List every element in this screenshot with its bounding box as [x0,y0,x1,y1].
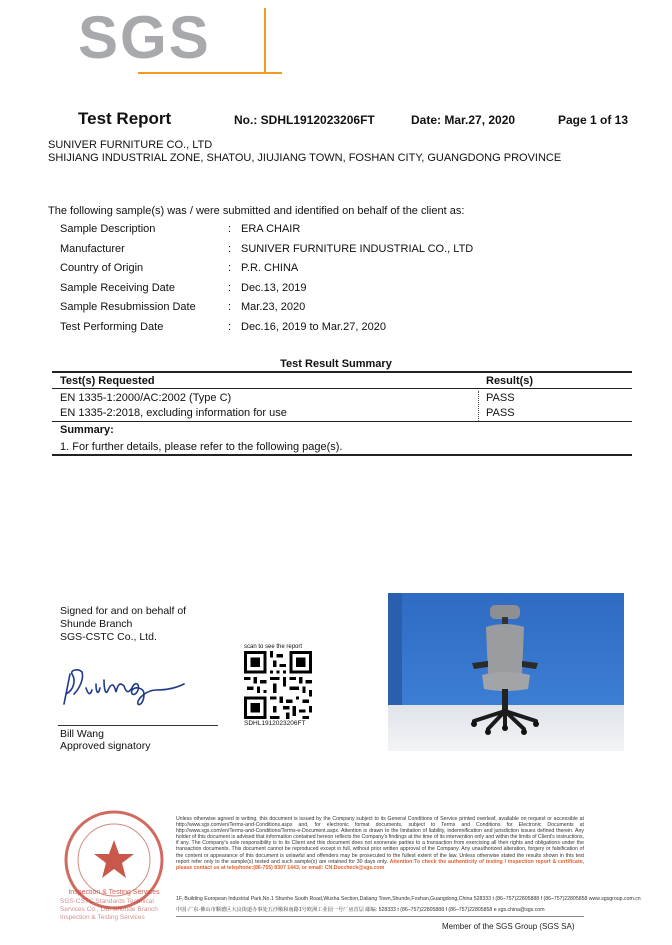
summary-label: Summary: [60,424,114,436]
info-label: Sample Resubmission Date [60,301,196,313]
disclaimer-text [176,816,584,871]
sgs-logo-text: SGS [78,4,211,71]
info-colon: : [228,262,232,274]
svg-text:Inspection & Testing Services: Inspection & Testing Services [68,889,160,896]
sgs-logo [78,4,211,78]
company-seal [62,808,166,912]
authenticity-attention: Attention:To check the authenticity of testing / inspection report & certificate, please contact us at telephone:(86-755) 8307 1443, or email: CN.Doccheck@sgs.com [176,858,584,871]
report-date: Date: Mar.27, 2020 [411,113,516,127]
summary-title: Test Result Summary [280,358,392,370]
footer-rule [176,916,584,917]
info-label: Sample Description [60,223,156,235]
table-row-test: EN 1335-2:2018, excluding information for use [60,407,287,419]
signoff-line-3: SGS-CSTC Co., Ltd. [60,631,157,643]
signatory-name: Bill Wang [60,728,104,740]
info-value: P.R. CHINA [241,262,299,274]
qr-code-icon[interactable] [244,651,312,719]
address-chinese: 中国·广东·佛山市顺德区大良街道办事处五沙顺和南路1号欧洲工业园一号厂房首层 邮编: 528333 t (86–757)22805888 f (86–757)22805858 e sgs.china@sgs.com [176,907,545,913]
table-top-rule [52,371,632,373]
table-row-result: PASS [486,407,515,419]
column-divider [478,391,479,421]
signatory-role: Approved signatory [60,740,151,752]
info-value: Dec.13, 2019 [241,282,307,294]
signature-line [58,725,218,726]
report-number: No.: SDHL1912023206FT [234,113,375,127]
info-value: Dec.16, 2019 to Mar.27, 2020 [241,321,386,333]
info-value: Mar.23, 2020 [241,301,306,313]
disclaimer-body: Unless otherwise agreed in writing, this document is issued by the Company subject to its General Conditions of Service printed overleaf, available on request or accessible at http://www.sgs.com/en/Terms-and-Conditions.aspx and, for electronic format documents, subject to Terms and Conditions for Electronic Documents at http://www.sgs.com/en/Terms-and-Conditions/Terms-e-Document.aspx. Attention is drawn to the limitation of liability, indemnification and jurisdiction issues defined therein. Any holder of this document is advised that information contained hereon reflects the Company's findings at the time of its intervention only and within the limits of Client's instructions, if any. The Company's sole responsibility is to its Client and this document does not exonerate parties to a transaction from exercising all their rights and obligations under the transaction documents. This document cannot be reproduced except in full, without prior written approval of the Company. Any unauthorized alteration, forgery or falsification of the content or appearance of this document is unlawful and offenders may be prosecuted to the fullest extent of the law. Unless otherwise stated the results shown in this test report refer only to the sample(s) tested and such sample(s) are retained for 30 days only. [176,816,584,865]
table-header-rule [52,388,632,389]
info-colon: : [228,301,232,313]
table-row-test: EN 1335-1:2000/AC:2002 (Type C) [60,392,232,404]
page-number: Page 1 of 13 [558,113,629,127]
col-header-test: Test(s) Requested [60,375,155,387]
client-address: SHIJIANG INDUSTRIAL ZONE, SHATOU, JIUJIANG TOWN, FOSHAN CITY, GUANGDONG PROVINCE [48,152,562,164]
chair-photo [388,593,624,751]
qr-caption: scan to see the report [244,644,303,650]
report-title: Test Report [78,109,172,128]
table-body-rule [52,421,632,422]
intro-text: The following sample(s) was / were submitted and identified on behalf of the client as: [48,205,465,217]
qr-report-id: SDHL1912023206FT [244,720,306,727]
summary-text: 1. For further details, please refer to the following page(s). [60,441,343,453]
table-bottom-rule [52,454,632,456]
info-label: Test Performing Date [60,321,164,333]
table-row-result: PASS [486,392,515,404]
info-label: Manufacturer [60,243,125,255]
info-value: ERA CHAIR [241,223,301,235]
info-colon: : [228,243,232,255]
info-label: Sample Receiving Date [60,282,175,294]
handwritten-signature [60,660,190,710]
info-value: SUNIVER FURNITURE INDUSTRIAL CO., LTD [241,243,474,255]
address-english: 1F, Building European Industrial Park,No.1 Shunhe South Road,Wusha Section,Daliang Town,Shunde,Foshan,Guangdong,China 528333 t (86–757)22805888 f (86–757)22805858 www.sgsgroup.com.cn [176,896,641,902]
info-colon: : [228,223,232,235]
signoff-line-2: Shunde Branch [60,618,133,630]
sgs-group-membership: Member of the SGS Group (SGS SA) [442,922,575,931]
client-name: SUNIVER FURNITURE CO., LTD [48,139,213,151]
logo-orange-rule [138,72,282,74]
info-label: Country of Origin [60,262,144,274]
stamp-caption: SGS-CSTC Standards Technical Services Co., Ltd. Shunde Branch Inspection & Testing Services [60,898,158,921]
info-colon: : [228,321,232,333]
info-colon: : [228,282,232,294]
signoff-line-1: Signed for and on behalf of [60,605,187,617]
logo-orange-bar [264,8,266,74]
col-header-result: Result(s) [486,375,534,387]
